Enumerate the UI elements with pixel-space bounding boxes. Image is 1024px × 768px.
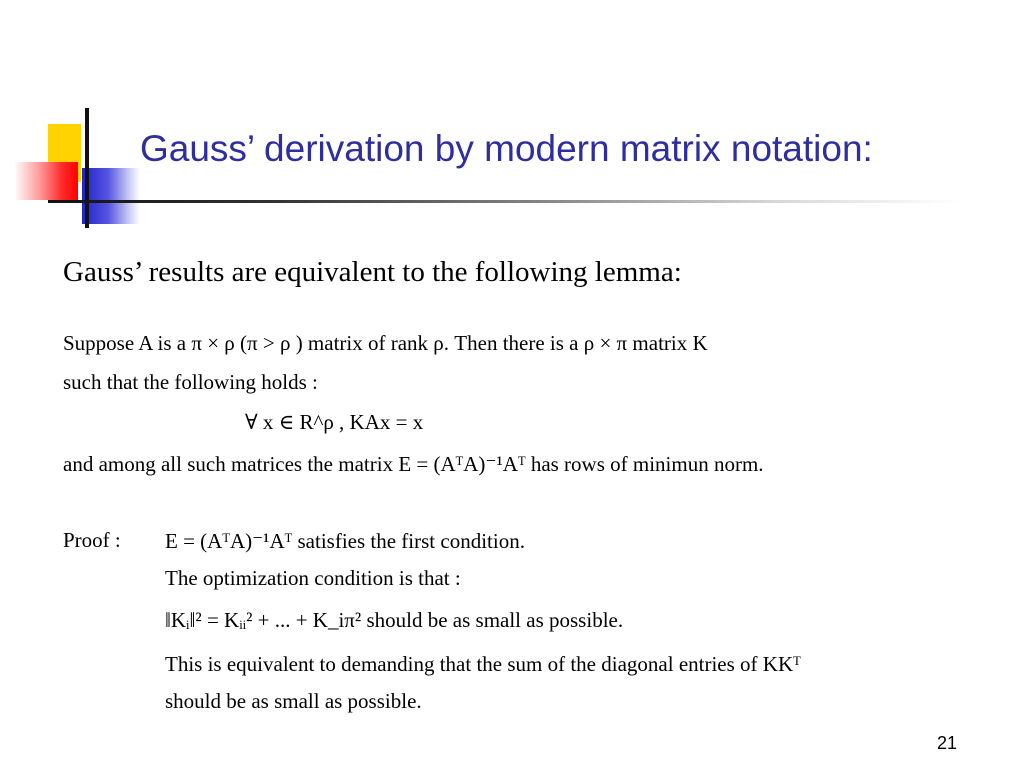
proof-line-2: The optimization condition is that : [165, 566, 461, 590]
proof-line-4: This is equivalent to demanding that the sum of the diagonal entries of KKᵀ [165, 652, 801, 676]
vertical-rule [85, 108, 89, 228]
proof-line-3: ‖Kᵢ‖² = Kᵢᵢ² + ... + K_iπ² should be as small as possible. [165, 608, 624, 632]
slide-title: Gauss’ derivation by modern matrix notation: [140, 128, 873, 169]
proof-label: Proof : [63, 528, 121, 552]
page-number: 21 [937, 733, 958, 753]
lemma-line-2: such that the following holds : [63, 370, 318, 394]
title-underline [48, 200, 960, 203]
lemma-line-1: Suppose A is a π × ρ (π > ρ ) matrix of rank ρ. Then there is a ρ × π matrix K [63, 331, 708, 355]
proof-line-1: E = (AᵀA)⁻¹Aᵀ satisfies the first condition. [165, 529, 525, 553]
title-decoration [0, 0, 160, 240]
blue-square [82, 168, 140, 224]
lemma-formula: ∀ x ∈ R^ρ , KAx = x [245, 410, 424, 434]
lemma-line-4: and among all such matrices the matrix E = (AᵀA)⁻¹Aᵀ has rows of minimun norm. [63, 452, 764, 476]
proof-line-5: should be as small as possible. [165, 689, 422, 713]
slide-subtitle: Gauss’ results are equivalent to the following lemma: [63, 256, 682, 288]
red-square [14, 162, 78, 200]
